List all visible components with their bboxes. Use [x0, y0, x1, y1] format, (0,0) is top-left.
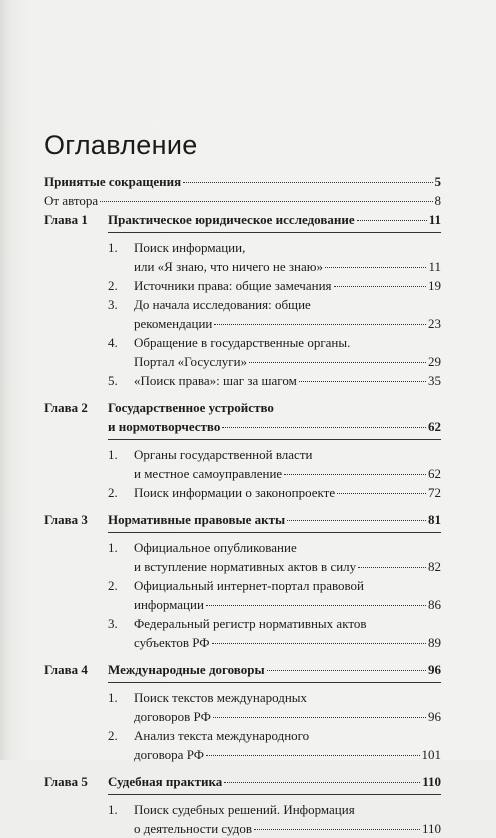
entry-title: и вступление нормативных актов в силу — [134, 559, 357, 574]
chapter-2 — [44, 398, 441, 502]
chapter-body — [108, 510, 441, 652]
dot-leader — [287, 519, 426, 521]
entry-title: информации — [134, 597, 204, 612]
section-number: 1. — [108, 240, 118, 255]
toc-entry-line — [108, 772, 441, 791]
toc-entry-line — [134, 819, 441, 838]
section-item — [108, 276, 441, 295]
entry-title: Государственное устройство — [108, 400, 274, 415]
toc-entry-line — [108, 660, 441, 679]
section-number: 2. — [108, 728, 118, 743]
toc-title: Оглавление — [44, 130, 198, 160]
chapter-body — [108, 398, 441, 502]
toc-entry-line — [134, 238, 441, 257]
entry-title: о деятельности судов — [134, 821, 252, 836]
section-number: 3. — [108, 616, 118, 631]
entry-title: Поиск информации, — [134, 240, 246, 255]
chapter-label: Глава 5 — [44, 774, 88, 789]
chapter-gap — [44, 764, 441, 772]
toc-entry-line — [134, 726, 441, 745]
section-item — [108, 726, 441, 764]
page-number: 19 — [428, 278, 441, 293]
chapter-heading — [108, 660, 441, 683]
page-number: 23 — [428, 316, 441, 331]
section-number: 5. — [108, 373, 118, 388]
entry-title: Принятые сокращения — [44, 174, 182, 189]
chapter-label: Глава 1 — [44, 212, 88, 227]
dot-leader — [284, 473, 426, 475]
page-number: 96 — [428, 662, 441, 677]
toc-entry-line — [134, 595, 441, 614]
toc-entry-line — [44, 172, 441, 191]
dot-leader — [299, 380, 426, 382]
entry-title: Поиск текстов международных — [134, 690, 308, 705]
entry-title: и местное самоуправление — [134, 466, 283, 481]
section-item — [108, 576, 441, 614]
dot-leader — [325, 266, 426, 268]
page-number: 62 — [428, 419, 441, 434]
dot-leader — [183, 181, 432, 183]
table-of-contents — [44, 172, 441, 838]
entry-title: Поиск информации о законопроекте — [134, 485, 336, 500]
entry-title: Федеральный регистр нормативных актов — [134, 616, 367, 631]
page-number: 11 — [428, 259, 441, 274]
toc-entry-line — [134, 464, 441, 483]
section-number: 1. — [108, 802, 118, 817]
entry-title: и нормотворчество — [108, 419, 221, 434]
section-content — [134, 295, 441, 333]
entry-title: «Поиск права»: шаг за шагом — [134, 373, 297, 388]
section-item — [108, 614, 441, 652]
section-number: 4. — [108, 335, 118, 350]
dot-leader — [357, 219, 427, 221]
toc-entry-line — [134, 688, 441, 707]
toc-entry-line — [134, 483, 441, 502]
entry-title: Международные договоры — [108, 662, 265, 677]
page-number: 5 — [434, 174, 441, 189]
chapter-gap — [44, 502, 441, 510]
dot-leader — [337, 492, 426, 494]
chapter-1 — [44, 210, 441, 390]
dot-leader — [213, 716, 426, 718]
section-number: 1. — [108, 540, 118, 555]
entry-title: договоров РФ — [134, 709, 211, 724]
page-number: 81 — [428, 512, 441, 527]
entry-title: Судебная практика — [108, 774, 223, 789]
toc-entry-line — [134, 633, 441, 652]
page-number: 86 — [428, 597, 441, 612]
entry-title: или «Я знаю, что ничего не знаю» — [134, 259, 323, 274]
dot-leader — [212, 642, 426, 644]
page-number: 11 — [428, 212, 441, 227]
chapter-4 — [44, 660, 441, 764]
page-number: 82 — [428, 559, 441, 574]
section-content — [134, 371, 441, 390]
toc-entry-line — [108, 210, 441, 229]
section-content — [134, 800, 441, 838]
toc-entry-line — [134, 445, 441, 464]
toc-entry-line — [134, 295, 441, 314]
page-number: 35 — [428, 373, 441, 388]
toc-entry-line — [134, 707, 441, 726]
section-content — [134, 614, 441, 652]
entry-title: Портал «Госуслуги» — [134, 354, 248, 369]
toc-entry-line — [134, 276, 441, 295]
chapter-body — [108, 660, 441, 764]
section-number: 3. — [108, 297, 118, 312]
chapter-heading — [108, 510, 441, 533]
chapter-3 — [44, 510, 441, 652]
chapter-label: Глава 3 — [44, 512, 88, 527]
entry-title: Официальное опубликование — [134, 540, 297, 555]
toc-entry-line — [134, 538, 441, 557]
dot-leader — [224, 781, 420, 783]
dot-leader — [254, 828, 420, 830]
section-content — [134, 688, 441, 726]
chapter-heading — [108, 772, 441, 795]
page-number: 110 — [422, 774, 441, 789]
section-item — [108, 538, 441, 576]
dot-leader — [267, 669, 426, 671]
section-number: 1. — [108, 690, 118, 705]
toc-entry-line — [44, 191, 441, 210]
toc-entry-line — [108, 398, 441, 417]
toc-entry-line — [134, 800, 441, 819]
chapter-gap — [44, 390, 441, 398]
dot-leader — [222, 426, 426, 428]
section-item — [108, 333, 441, 371]
page-number: 89 — [428, 635, 441, 650]
page-number: 29 — [428, 354, 441, 369]
section-content — [134, 483, 441, 502]
chapter-gap — [44, 652, 441, 660]
page-number: 72 — [428, 485, 441, 500]
section-content — [134, 333, 441, 371]
toc-entry-line — [134, 745, 441, 764]
section-item — [108, 688, 441, 726]
page-number: 96 — [428, 709, 441, 724]
chapter-body — [108, 772, 441, 838]
toc-entry-line — [108, 510, 441, 529]
chapter-label: Глава 2 — [44, 400, 88, 415]
dot-leader — [206, 604, 426, 606]
dot-leader — [358, 566, 426, 568]
section-content — [134, 576, 441, 614]
section-content — [134, 238, 441, 276]
toc-entry-line — [134, 257, 441, 276]
page-number: 110 — [421, 821, 441, 836]
entry-title: Анализ текста международного — [134, 728, 310, 743]
entry-title: Источники права: общие замечания — [134, 278, 332, 293]
dot-leader — [100, 200, 432, 202]
dot-leader — [249, 361, 426, 363]
section-number: 2. — [108, 578, 118, 593]
section-content — [134, 276, 441, 295]
entry-title: договора РФ — [134, 747, 204, 762]
section-item — [108, 483, 441, 502]
chapter-heading — [108, 398, 441, 440]
page-number: 8 — [434, 193, 441, 208]
dot-leader — [214, 323, 426, 325]
section-item — [108, 800, 441, 838]
chapter-label: Глава 4 — [44, 662, 88, 677]
entry-title: До начала исследования: общие — [134, 297, 311, 312]
section-number: 2. — [108, 278, 118, 293]
dot-leader — [206, 754, 420, 756]
entry-title: Нормативные правовые акты — [108, 512, 286, 527]
chapter-body — [108, 210, 441, 390]
toc-entry-line — [134, 557, 441, 576]
section-item — [108, 238, 441, 276]
section-content — [134, 726, 441, 764]
entry-title: Поиск судебных решений. Информация — [134, 802, 355, 817]
toc-entry-line — [134, 352, 441, 371]
section-number: 2. — [108, 485, 118, 500]
page-number: 101 — [421, 747, 441, 762]
page-number: 62 — [428, 466, 441, 481]
toc-entry-line — [134, 576, 441, 595]
toc-entry-line — [134, 614, 441, 633]
section-number: 1. — [108, 447, 118, 462]
dot-leader — [334, 285, 426, 287]
entry-title: Практическое юридическое исследование — [108, 212, 355, 227]
section-item — [108, 445, 441, 483]
section-item — [108, 295, 441, 333]
section-content — [134, 445, 441, 483]
entry-title: От автора — [44, 193, 99, 208]
toc-entry-line — [134, 371, 441, 390]
entry-title: рекомендации — [134, 316, 213, 331]
toc-entry-line — [134, 333, 441, 352]
entry-title: Официальный интернет-портал правовой — [134, 578, 365, 593]
entry-title: Обращение в государственные органы. — [134, 335, 351, 350]
chapter-heading — [108, 210, 441, 233]
chapter-5 — [44, 772, 441, 838]
entry-title: Органы государственной власти — [134, 447, 313, 462]
section-item — [108, 371, 441, 390]
toc-entry-line — [108, 417, 441, 436]
section-content — [134, 538, 441, 576]
entry-title: субъектов РФ — [134, 635, 210, 650]
toc-entry-line — [134, 314, 441, 333]
